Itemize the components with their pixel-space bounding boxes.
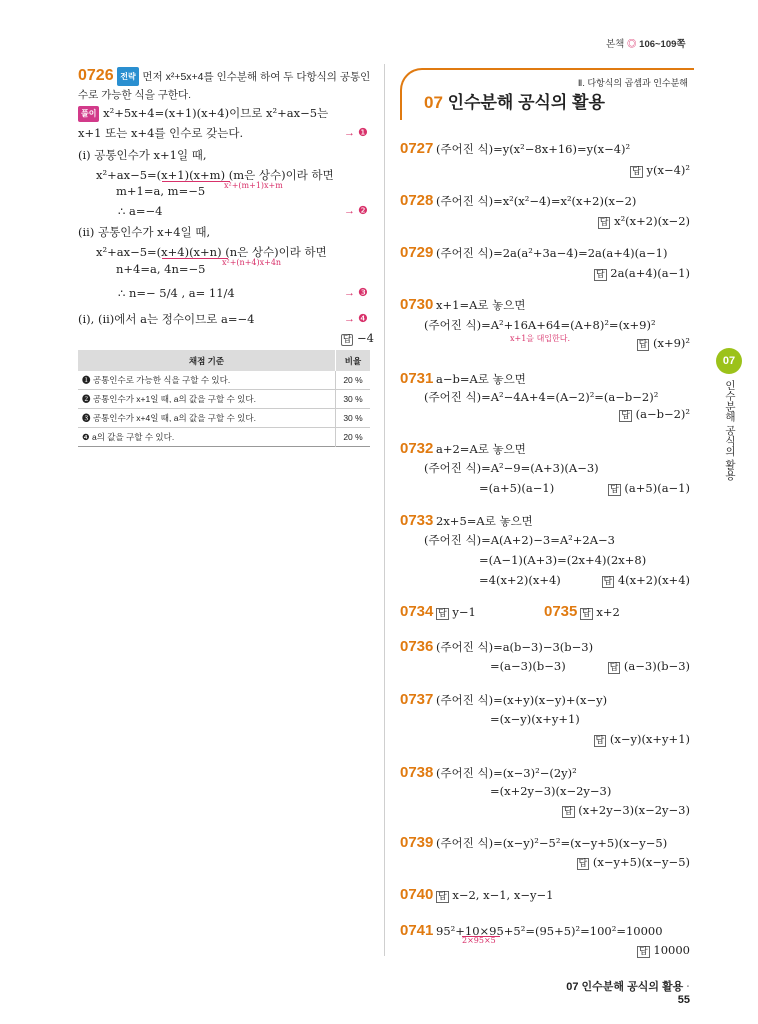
problem-0733-line-1: 2x+5=A로 놓으면	[436, 514, 533, 528]
answer-0732: 답 (a+5)(a−1)	[610, 481, 690, 495]
column-divider	[384, 64, 385, 956]
answer-0735: 답 x+2	[582, 605, 620, 619]
answer-icon: 답	[342, 335, 352, 345]
answer-icon: 답	[609, 663, 619, 673]
expansion-note-1: x²+(m+1)x+m	[224, 181, 283, 190]
chapter-name: 인수분해 공식의 활용	[447, 93, 605, 112]
problem-0732-line-2: (주어진 식)=A²−9=(A+3)(A−3)	[424, 461, 599, 475]
expansion-note-2: x²+(n+4)x+4n	[222, 258, 282, 267]
answer-0734: 답 y−1	[438, 605, 476, 619]
page-footer: 07 인수분해 공식의 활용 · 55	[566, 981, 690, 1006]
problem-0733-line-2: (주어진 식)=A(A+2)−3=A²+2A−3	[424, 533, 615, 547]
problem-0732-line-1: a+2=A로 놓으면	[436, 442, 526, 456]
problem-0730-line-1: x+1=A로 놓으면	[436, 298, 526, 312]
answer-icon: 답	[639, 947, 648, 957]
problem-0738-line-1: (주어진 식)=(x−3)²−(2y)²	[436, 766, 577, 780]
answer-icon: 답	[595, 736, 605, 746]
marker-2: → ❷	[344, 205, 368, 217]
strategy-text-2: 수로 가능한 식을 구한다.	[78, 89, 192, 101]
answer-icon: 답	[599, 218, 609, 228]
problem-number-0732: 0732	[400, 440, 434, 457]
table-header-ratio: 비율	[344, 355, 362, 366]
answer-0733: 답 4(x+2)(x+4)	[603, 573, 690, 587]
problem-0738-line-2: =(x+2y−3)(x−2y−3)	[490, 784, 612, 798]
solution-line-10: ∴ n=− 5/4 , a= 11/4	[118, 286, 235, 300]
header-pages: 106~109쪽	[639, 39, 686, 50]
grading-table	[78, 350, 370, 447]
problem-number-0741: 0741	[400, 922, 434, 939]
answer-icon: 답	[595, 270, 605, 280]
strategy-text-1: 먼저 x²+5x+4를 인수분해 하여 두 다항식의 공통인	[142, 71, 371, 83]
page-header	[606, 36, 686, 50]
answer-icon: 답	[438, 609, 447, 619]
answer-icon: 답	[563, 807, 573, 817]
answer-0729: 답 2a(a+4)(a−1)	[595, 266, 690, 280]
problem-0732-line-3: =(a+5)(a−1)	[479, 481, 555, 495]
answer-0726: 답 −4	[342, 331, 374, 345]
answer-icon: 답	[582, 609, 591, 619]
problem-0737-line-1: (주어진 식)=(x+y)(x−y)+(x−y)	[436, 693, 608, 707]
footer-chapter: 07 인수분해 공식의 활용	[566, 981, 684, 993]
problem-0741-note: 2×95×5	[462, 936, 496, 945]
problem-number-0736: 0736	[400, 638, 434, 655]
problem-0729-line: (주어진 식)=2a(a²+3a−4)=2a(a+4)(a−1)	[436, 246, 668, 260]
side-tab-text: 인수분해 공식의 활용	[724, 380, 736, 481]
table-header-criteria: 채점 기준	[78, 350, 336, 371]
solution-tag: 풀이	[78, 106, 99, 122]
problem-number: 0726	[78, 67, 114, 84]
answer-icon: 답	[638, 340, 648, 350]
footer-page-number: 55	[677, 994, 690, 1006]
problem-0736-line-1: (주어진 식)=a(b−3)−3(b−3)	[436, 640, 594, 654]
answer-0728: 답 x²(x+2)(x−2)	[599, 214, 690, 228]
problem-number-0739: 0739	[400, 834, 434, 851]
answer-0739: 답 (x−y+5)(x−y−5)	[578, 855, 690, 869]
header-circle-icon: ◎	[627, 39, 637, 50]
problem-number-0731: 0731	[400, 370, 434, 387]
problem-0726-header	[78, 67, 378, 104]
answer-0727: 답 y(x−4)²	[632, 163, 690, 177]
marker-3: → ❸	[344, 287, 368, 299]
solution-line-5: m+1=a, m=−5	[116, 184, 206, 198]
solution-line-3: (i) 공통인수가 x+1일 때,	[78, 148, 207, 162]
solution-line-11: (i), (ii)에서 a는 정수이므로 a=−4	[78, 312, 255, 326]
underline-1	[162, 181, 230, 182]
marker-4: → ❹	[344, 313, 368, 325]
problem-number-0733: 0733	[400, 512, 434, 529]
answer-0736: 답 (a−3)(b−3)	[609, 659, 690, 673]
problem-0741-line-1: 95²+10×95+5²=(95+5)²=100²=10000	[436, 924, 663, 938]
chapter-title	[424, 88, 605, 113]
problem-number-0735: 0735	[544, 603, 578, 620]
answer-icon: 답	[610, 485, 619, 495]
answer-icon: 답	[578, 859, 588, 869]
table-row: ❶ 공통인수로 가능한 식을 구할 수 있다. 20 %	[78, 371, 370, 390]
side-tab-number: 07	[716, 348, 742, 374]
problem-0739-line-1: (주어진 식)=(x−y)²−5²=(x−y+5)(x−y−5)	[436, 836, 668, 850]
problem-0730-note: x+1을 대입한다.	[510, 334, 571, 343]
answer-0738: 답 (x+2y−3)(x−2y−3)	[563, 803, 690, 817]
answer-0731: 답 (a−b−2)²	[621, 407, 690, 421]
answer-0737: 답 (x−y)(x+y+1)	[595, 732, 690, 746]
problem-0731-line-2: (주어진 식)=A²−4A+4=(A−2)²=(a−b−2)²	[424, 390, 659, 404]
problem-0728-line: (주어진 식)=x²(x²−4)=x²(x+2)(x−2)	[436, 194, 637, 208]
answer-0730: 답 (x+9)²	[638, 336, 690, 350]
solution-line-8: x²+ax−5=(x+4)(x+n) (n은 상수)이라 하면	[96, 245, 327, 259]
answer-0740: 답 x−2, x−1, x−y−1	[438, 888, 554, 902]
solution-line-1: 풀이 x²+5x+4=(x+1)(x+4)이므로 x²+ax−5는	[78, 106, 328, 122]
solution-line-7: (ii) 공통인수가 x+4일 때,	[78, 225, 211, 239]
solution-line-9: n+4=a, 4n=−5	[116, 262, 206, 276]
problem-0733-line-4: =4(x+2)(x+4)	[479, 573, 561, 587]
chapter-number: 07	[424, 93, 443, 112]
problem-number-0738: 0738	[400, 764, 434, 781]
table-header-row	[78, 350, 370, 371]
problem-number-0740: 0740	[400, 886, 434, 903]
problem-number-0727: 0727	[400, 140, 434, 157]
answer-icon: 답	[603, 577, 613, 587]
problem-number-0728: 0728	[400, 192, 434, 209]
problem-0730-line-2: (주어진 식)=A²+16A+64=(A+8)²=(x+9)²	[424, 318, 656, 332]
problem-0733-line-3: =(A−1)(A+3)=(2x+4)(2x+8)	[479, 553, 647, 567]
problem-0736-line-2: =(a−3)(b−3)	[490, 659, 566, 673]
problem-number-0734: 0734	[400, 603, 434, 620]
underline-2	[162, 258, 228, 259]
answer-0741: 답 10000	[639, 943, 690, 957]
marker-1: → ❶	[344, 127, 368, 139]
strategy-tag: 전략	[117, 67, 138, 86]
table-row: ❸ 공통인수가 x+4일 때, a의 값을 구할 수 있다. 30 %	[78, 409, 370, 428]
problem-number-0729: 0729	[400, 244, 434, 261]
solution-line-4: x²+ax−5=(x+1)(x+m) (m은 상수)이라 하면	[96, 168, 334, 182]
table-row: ❷ 공통인수가 x+1일 때, a의 값을 구할 수 있다. 30 %	[78, 390, 370, 409]
answer-icon: 답	[621, 411, 630, 421]
problem-0727-line: (주어진 식)=y(x²−8x+16)=y(x−4)²	[436, 142, 631, 156]
problem-number-0737: 0737	[400, 691, 434, 708]
problem-number-0730: 0730	[400, 296, 434, 313]
answer-icon: 답	[632, 167, 641, 177]
solution-line-6: ∴ a=−4	[118, 204, 163, 218]
problem-0731-line-1: a−b=A로 놓으면	[436, 372, 526, 386]
table-row: ❹ a의 값을 구할 수 있다. 20 %	[78, 428, 370, 447]
header-book-ref: 본책	[606, 39, 625, 50]
answer-icon: 답	[438, 892, 447, 902]
unit-label: Ⅱ. 다항식의 곱셈과 인수분해	[577, 78, 688, 88]
problem-0737-line-2: =(x−y)(x+y+1)	[490, 712, 580, 726]
solution-line-2: x+1 또는 x+4를 인수로 갖는다.	[78, 126, 244, 140]
